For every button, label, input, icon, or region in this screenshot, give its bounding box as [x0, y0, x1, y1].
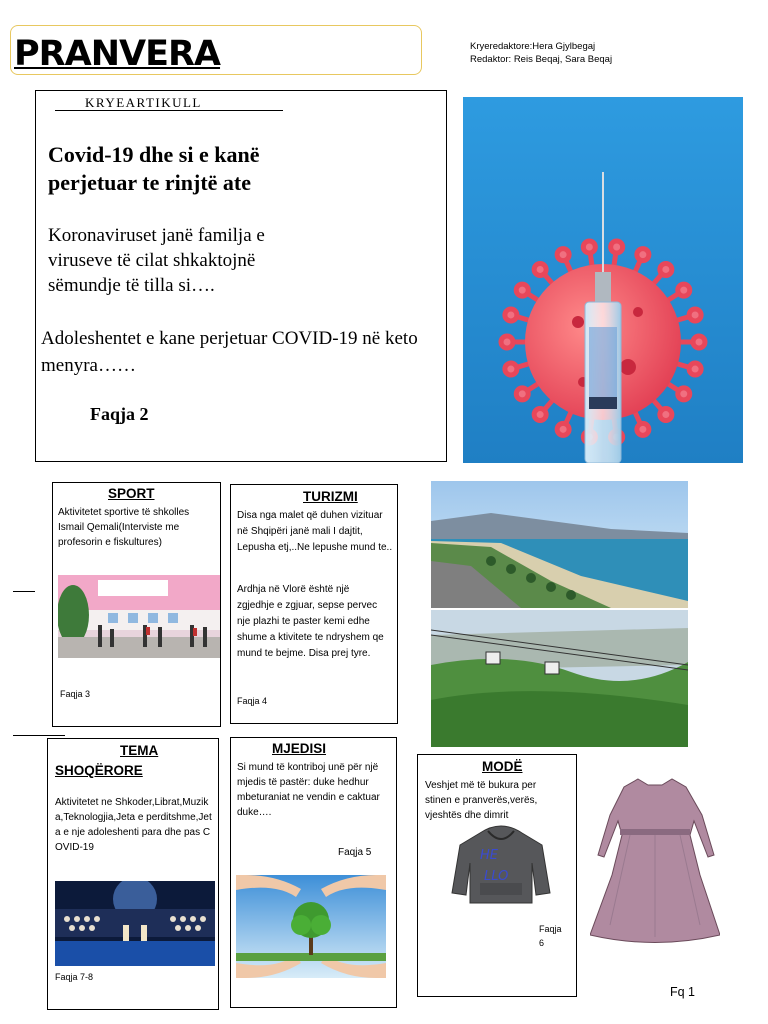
- virus-spike-tip: [516, 388, 528, 400]
- feature-label: KRYEARTIKULL: [55, 95, 283, 111]
- sport-text: Aktivitetet sportive të shkolles Ismail Qemali(Interviste me profesorin e fiskultures): [58, 507, 190, 548]
- virus-spike-tip: [693, 336, 705, 348]
- school-yard-photo: [58, 575, 220, 658]
- hoodie-drawing: [450, 823, 552, 905]
- virus-spike-tip: [637, 249, 649, 261]
- covid-syringe-image: [463, 97, 743, 463]
- tema-box: [47, 738, 219, 1010]
- turizmi-page-ref: Faqja 4: [237, 696, 268, 706]
- virus-spike-tip: [534, 409, 546, 421]
- tema-text: Aktivitetet ne Shkoder,Librat,Muzika,Teknologjia,Jeta e perditshme,Jeta e nje adoleshenti para dhe pas COVID-19: [55, 797, 212, 853]
- mjedisi-page-ref: Faqja 5: [338, 847, 372, 858]
- feature-paragraph-2: Adoleshentet e kane perjetuar COVID-19 në keto menyra……: [41, 328, 418, 376]
- mjedisi-text: Si mund të kontriboj unë për një mjedis të pastër: duke hedhur mbeturaniat ne vendin e caktuar duke….: [237, 762, 380, 818]
- hoodie-text-2: LLO: [484, 869, 509, 884]
- sport-title: SPORT: [108, 486, 155, 501]
- turizmi-text-1: Disa nga malet që duhen vizituar në Shqipëri janë mali I dajtit, Lepusha etj,..Ne lepushe mund te..: [237, 510, 393, 553]
- mode-page-ref: Faqja 6: [539, 924, 562, 948]
- mode-title: MODË: [482, 759, 523, 774]
- choir-concert-photo: [55, 881, 215, 966]
- virus-spike-tip: [516, 284, 528, 296]
- virus-spike-tip: [611, 241, 623, 253]
- turizmi-text-2: Ardhja në Vlorë është një zgjedhje e zgjuar, sepse pervec nje plazhi te paster kemi edhe shume a ktivitete te ndryshem qe mund te bejme. Disa prej tyre.: [237, 584, 384, 659]
- tema-page-ref: Faqja 7-8: [55, 972, 94, 982]
- editors: Redaktor: Reis Beqaj, Sara Beqaj: [470, 54, 613, 65]
- virus-spike-tip: [689, 363, 701, 375]
- masthead-title: PRANVERA: [14, 34, 221, 74]
- tema-title-line-2: SHOQËRORE: [55, 763, 143, 778]
- footer-page-number: Fq 1: [670, 985, 696, 999]
- turizmi-title: TURIZMI: [303, 489, 358, 504]
- vlore-coast-photo: [431, 481, 688, 608]
- divider-dash: [13, 735, 65, 736]
- feature-page-ref: Faqja 2: [90, 404, 149, 424]
- virus-spike-tip: [557, 423, 569, 435]
- virus-spike-tip: [678, 388, 690, 400]
- hoodie-text-1: HE: [480, 848, 498, 863]
- dajti-cable-car-photo: [431, 610, 688, 747]
- virus-spike-tip: [505, 363, 517, 375]
- virus-spike-tip: [557, 249, 569, 261]
- virus-spike-tip: [583, 241, 595, 253]
- virus-spike-tip: [637, 423, 649, 435]
- virus-spike-tip: [534, 263, 546, 275]
- virus-spike-tip: [660, 263, 672, 275]
- mode-text: Veshjet më të bukura per stinen e pranverës,verës, vjeshtës dhe dimrit: [425, 780, 538, 821]
- feature-headline: Covid-19 dhe si e kanë perjetuar te rinjtë ate: [48, 142, 260, 195]
- virus-spike-tip: [678, 284, 690, 296]
- virus-spike-tip: [660, 409, 672, 421]
- hands-tree-photo: [236, 875, 386, 978]
- virus-spike-tip: [689, 309, 701, 321]
- sport-page-ref: Faqja 3: [60, 689, 91, 699]
- divider-dash: [13, 591, 35, 592]
- chief-editor: Kryeredaktore:Hera Gjylbegaj: [470, 41, 596, 52]
- feature-paragraph-1: Koronaviruset janë familja e viruseve të cilat shkaktojnë sëmundje të tilla si….: [48, 225, 265, 296]
- editors-credit: [470, 40, 612, 66]
- dress-drawing: [590, 775, 720, 945]
- tema-title-line-1: TEMA: [120, 743, 159, 758]
- mjedisi-title: MJEDISI: [272, 741, 327, 756]
- virus-spike-tip: [505, 309, 517, 321]
- virus-spike-tip: [501, 336, 513, 348]
